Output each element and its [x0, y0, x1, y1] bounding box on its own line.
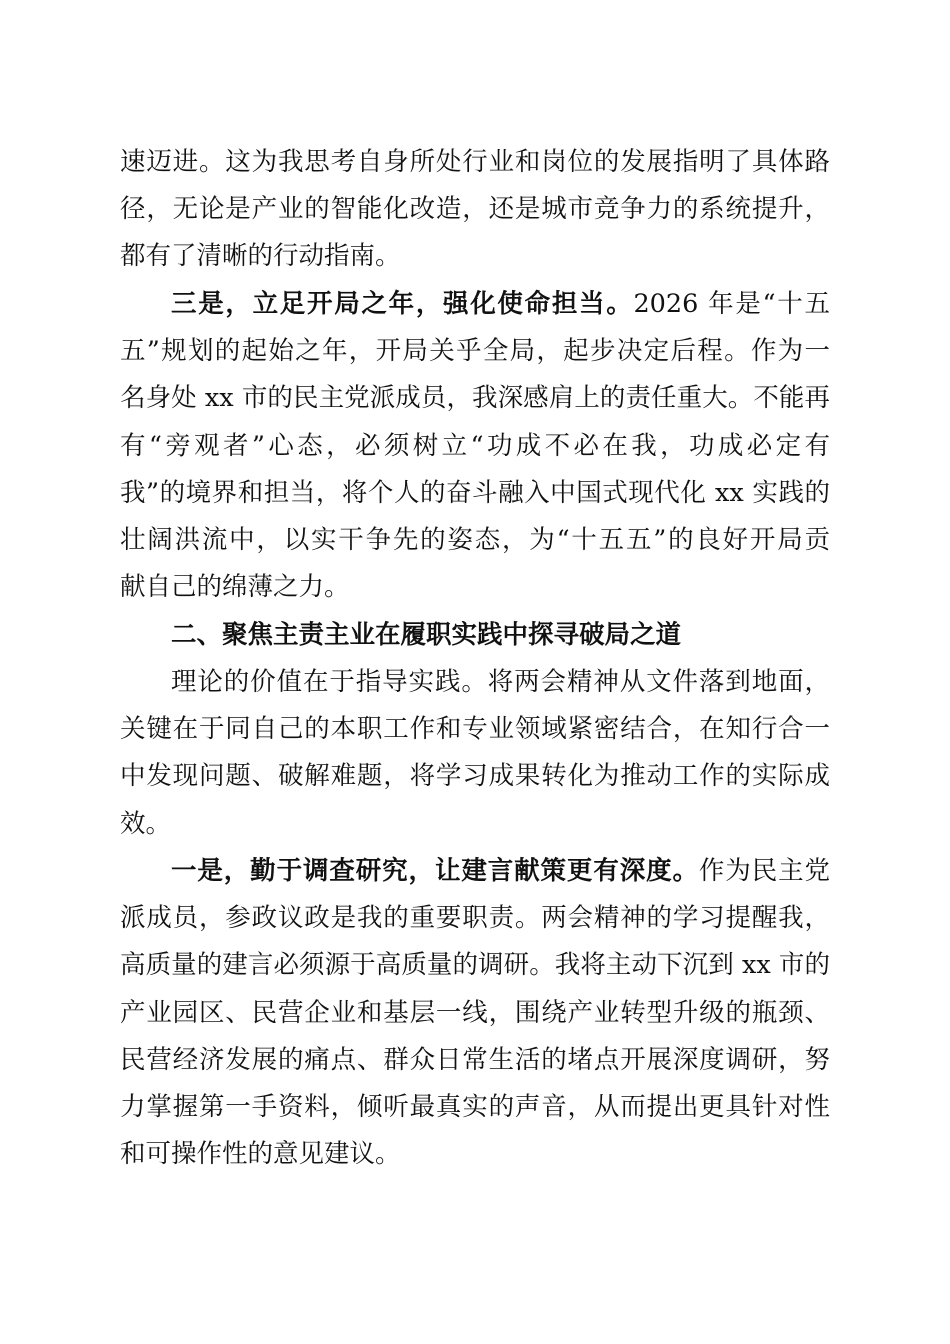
paragraph-first-line: 理论的价值在于指导实践。将两会精神从文件落到地面，: [171, 667, 830, 697]
paragraph-line-rest: 2026 年是“十五: [633, 289, 830, 319]
paragraph-lead-sentence: 三是，立足开局之年，强化使命担当。: [171, 289, 634, 319]
paragraph-line: 壮阔洪流中，以实干争先的姿态，为“十五五”的良好开局贡: [120, 525, 830, 555]
paragraph-line: 中发现问题、破解难题，将学习成果转化为推动工作的实际成: [120, 761, 830, 791]
paragraph-line: 高质量的建言必须源于高质量的调研。我将主动下沉到 xx 市的: [120, 950, 830, 980]
paragraph-line: 速迈进。这为我思考自身所处行业和岗位的发展指明了具体路: [120, 147, 830, 177]
paragraph-line: 名身处 xx 市的民主党派成员，我深感肩上的责任重大。不能再: [120, 383, 830, 413]
section-heading: 二、聚焦主责主业在履职实践中探寻破局之道: [171, 620, 682, 650]
paragraph-line: 和可操作性的意见建议。: [120, 1139, 401, 1169]
paragraph-line: 径，无论是产业的智能化改造，还是城市竞争力的系统提升，: [120, 194, 830, 224]
paragraph-line: 力掌握第一手资料，倾听最真实的声音，从而提出更具针对性: [120, 1092, 830, 1122]
paragraph-line: 有“旁观者”心态，必须树立“功成不必在我，功成必定有: [120, 431, 830, 461]
paragraph-lead-sentence: 一是，勤于调查研究，让建言献策更有深度。: [171, 856, 699, 886]
paragraph-line: 关键在于同自己的本职工作和专业领域紧密结合，在知行合一: [120, 714, 830, 744]
paragraph-first-line: [171, 851, 830, 891]
paragraph-line: 我”的境界和担当，将个人的奋斗融入中国式现代化 xx 实践的: [120, 478, 830, 508]
paragraph-line: 五”规划的起始之年，开局关乎全局，起步决定后程。作为一: [120, 336, 830, 366]
paragraph-line: 派成员，参政议政是我的重要职责。两会精神的学习提醒我，: [120, 903, 830, 933]
paragraph-line: 产业园区、民营企业和基层一线，围绕产业转型升级的瓶颈、: [120, 998, 830, 1028]
paragraph-line: 效。: [120, 809, 172, 839]
paragraph-line: 都有了清晰的行动指南。: [120, 241, 401, 271]
paragraph-line: 民营经济发展的痛点、群众日常生活的堵点开展深度调研，努: [120, 1045, 830, 1075]
paragraph-first-line: [171, 284, 830, 324]
paragraph-line: 献自己的绵薄之力。: [120, 572, 350, 602]
paragraph-line-rest: 作为民主党: [698, 856, 830, 886]
